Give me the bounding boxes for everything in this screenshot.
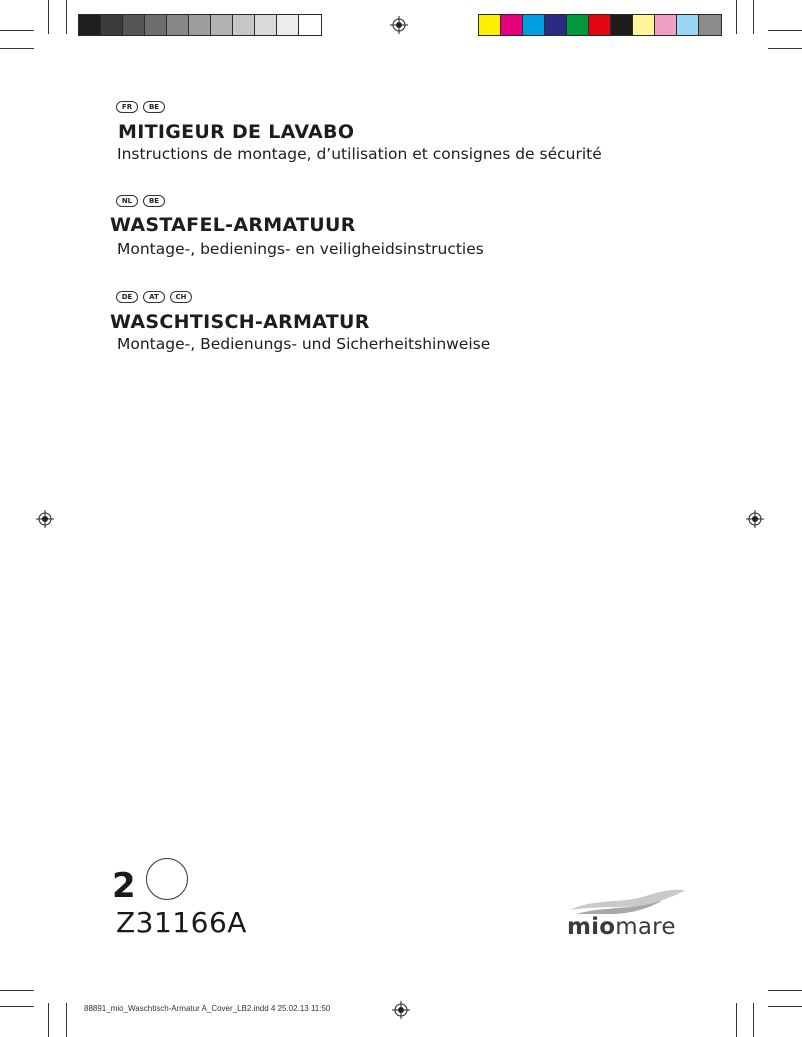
title-dutch: WASTAFEL-ARMATUUR [110, 214, 356, 236]
crop-mark [48, 1003, 49, 1037]
color-swatch [523, 15, 545, 35]
language-badge: DE [116, 291, 138, 303]
subtitle-german: Montage-, Bedienungs- und Sicherheitshinweise [117, 335, 491, 353]
brand-light-part: mare [615, 914, 676, 940]
registration-mark-icon [36, 510, 54, 528]
color-swatch [233, 15, 255, 35]
color-swatch [299, 15, 321, 35]
empty-circle-marker [146, 858, 188, 900]
crop-mark [768, 990, 802, 991]
color-swatch [145, 15, 167, 35]
crop-mark [753, 0, 754, 34]
crop-mark [48, 0, 49, 34]
grayscale-calibration-bar [78, 14, 322, 36]
registration-mark-icon [392, 1001, 410, 1019]
crop-mark [736, 0, 737, 34]
language-badges-de [116, 291, 192, 303]
color-swatch [479, 15, 501, 35]
language-badge: CH [170, 291, 192, 303]
crop-mark [0, 48, 34, 49]
color-swatch [501, 15, 523, 35]
product-number: 2 [112, 866, 136, 906]
crop-mark [768, 1006, 802, 1007]
registration-mark-icon [746, 510, 764, 528]
registration-mark-icon [390, 16, 408, 34]
color-swatch [277, 15, 299, 35]
language-badge: NL [116, 195, 138, 207]
language-badge: FR [116, 101, 138, 113]
color-swatch [211, 15, 233, 35]
color-swatch [567, 15, 589, 35]
brand-bold-part: mio [567, 914, 616, 940]
color-swatch [545, 15, 567, 35]
color-swatch [655, 15, 677, 35]
language-badge: BE [143, 195, 165, 207]
color-swatch [101, 15, 123, 35]
color-swatch [611, 15, 633, 35]
color-swatch [677, 15, 699, 35]
crop-mark [753, 1003, 754, 1037]
title-german: WASCHTISCH-ARMATUR [110, 311, 370, 333]
color-calibration-bar [478, 14, 722, 36]
language-badges-fr [116, 101, 165, 113]
crop-mark [768, 30, 802, 31]
file-info-slug: 88891_mio_Waschtisch-Armatur A_Cover_LB2.indd 4 25.02.13 11:50 [84, 1004, 331, 1013]
color-swatch [123, 15, 145, 35]
color-swatch [255, 15, 277, 35]
title-french: MITIGEUR DE LAVABO [118, 121, 355, 143]
color-swatch [167, 15, 189, 35]
product-code: Z31166A [116, 906, 247, 939]
color-swatch [189, 15, 211, 35]
color-swatch [699, 15, 721, 35]
color-swatch [79, 15, 101, 35]
crop-mark [0, 1006, 34, 1007]
crop-mark [66, 0, 67, 34]
crop-mark [0, 990, 34, 991]
color-swatch [633, 15, 655, 35]
brand-logo-text [567, 914, 676, 940]
crop-mark [66, 1003, 67, 1037]
language-badges-nl [116, 195, 165, 207]
crop-mark [0, 30, 34, 31]
language-badge: BE [143, 101, 165, 113]
crop-mark [768, 48, 802, 49]
crop-mark [736, 1003, 737, 1037]
subtitle-dutch: Montage-, bedienings- en veiligheidsinstructies [117, 240, 484, 258]
language-badge: AT [143, 291, 165, 303]
color-swatch [589, 15, 611, 35]
subtitle-french: Instructions de montage, d’utilisation et consignes de sécurité [117, 145, 602, 163]
